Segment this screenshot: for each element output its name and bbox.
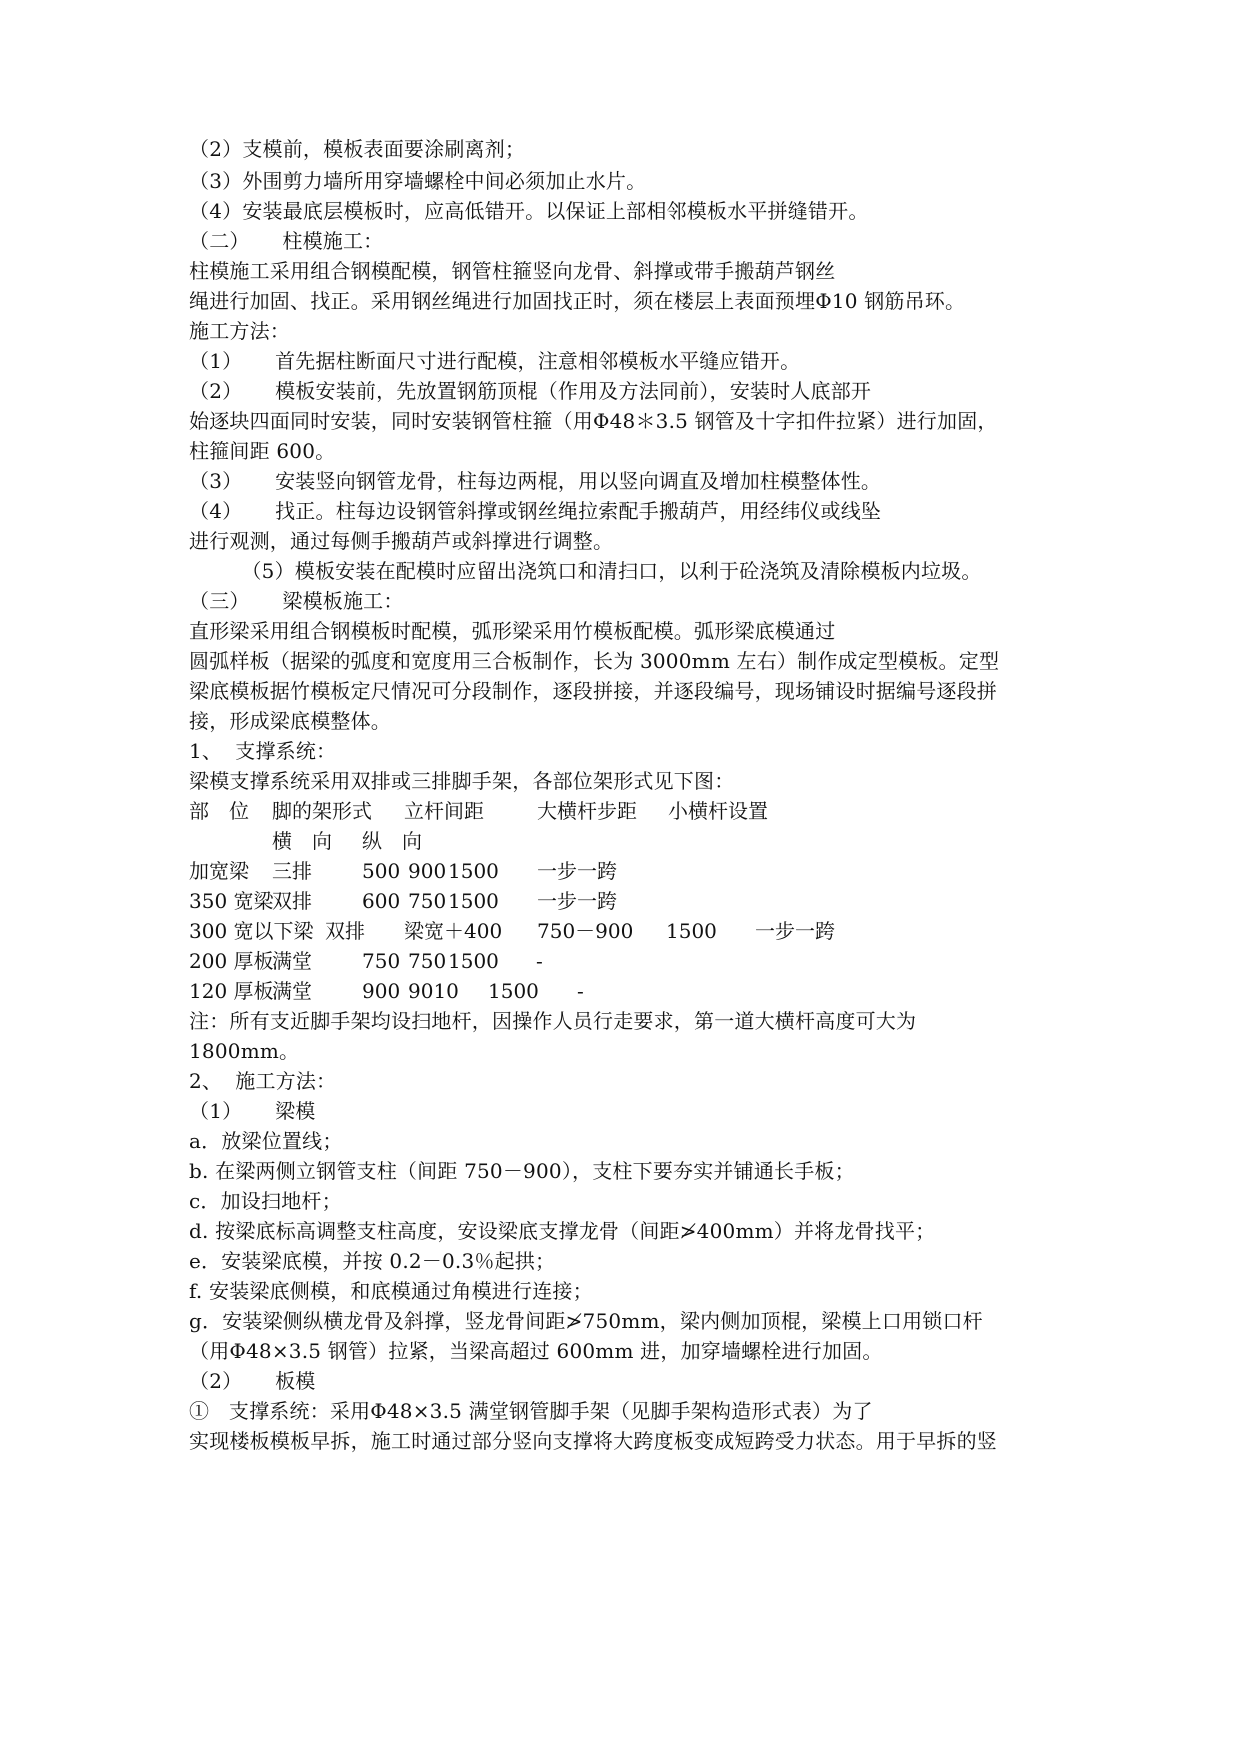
table-cell: - bbox=[536, 949, 543, 973]
table-cell: 双排 bbox=[272, 889, 312, 913]
text-line: （1） 首先据柱断面尺寸进行配模，注意相邻模板水平缝应错开。 bbox=[189, 349, 801, 373]
text-line: （3） 安装竖向钢管龙骨，柱每边两棍，用以竖向调直及增加柱模整体性。 bbox=[189, 469, 882, 493]
text-line: 绳进行加固、找正。采用钢丝绳进行加固找正时，须在楼层上表面预埋Φ10 钢筋吊环。 bbox=[189, 289, 966, 313]
table-cell: 350 宽梁 bbox=[189, 889, 274, 913]
text-line: ① 支撑系统：采用Φ48×3.5 满堂钢管脚手架（见脚手架构造形式表）为了 bbox=[189, 1399, 873, 1423]
table-cell: 750 bbox=[408, 889, 447, 913]
table-cell: 750－900 bbox=[537, 919, 634, 943]
table-cell: 600 bbox=[362, 889, 401, 913]
table-cell: 750 bbox=[362, 949, 401, 973]
section-heading: （二） 柱模施工： bbox=[189, 229, 384, 253]
table-cell: 1500 bbox=[448, 859, 499, 883]
table-header-cell: 立杆间距 bbox=[404, 799, 484, 823]
text-line: 梁模支撑系统采用双排或三排脚手架，各部位架形式见下图： bbox=[189, 769, 735, 793]
table-subheader-cell: 纵 向 bbox=[362, 829, 422, 853]
table-cell: 满堂 bbox=[272, 949, 312, 973]
text-line: 施工方法： bbox=[189, 319, 290, 343]
table-cell: 满堂 bbox=[272, 979, 312, 1003]
text-line: 梁底模板据竹模板定尺情况可分段制作，逐段拼接，并逐段编号，现场铺设时据编号逐段拼 bbox=[189, 679, 997, 703]
list-item: a．放梁位置线； bbox=[189, 1129, 343, 1153]
table-cell: 200 厚板 bbox=[189, 949, 274, 973]
text-line: 直形梁采用组合钢模板时配模，弧形梁采用竹模板配模。弧形梁底模通过 bbox=[189, 619, 836, 643]
text-line: 柱箍间距 600。 bbox=[189, 439, 336, 463]
text-line: 圆弧样板（据梁的弧度和宽度用三合板制作，长为 3000mm 左右）制作成定型模板。定型 bbox=[189, 649, 1000, 673]
table-header-cell: 脚的架形式 bbox=[272, 799, 372, 823]
text-line: 柱模施工采用组合钢模配模，钢管柱箍竖向龙骨、斜撑或带手搬葫芦钢丝 bbox=[189, 259, 836, 283]
table-cell: - bbox=[577, 979, 584, 1003]
text-line: 接，形成梁底模整体。 bbox=[189, 709, 391, 733]
text-line: （5）模板安装在配模时应留出浇筑口和清扫口，以利于砼浇筑及清除模板内垃圾。 bbox=[189, 559, 982, 583]
table-header-cell: 部 位 bbox=[189, 799, 249, 823]
table-cell: 梁宽＋400 bbox=[404, 919, 503, 943]
text-line: 实现楼板模板早拆，施工时通过部分竖向支撑将大跨度板变成短跨受力状态。用于早拆的竖 bbox=[189, 1429, 997, 1453]
table-cell: 一步一跨 bbox=[537, 859, 617, 883]
table-header-cell: 大横杆步距 bbox=[537, 799, 637, 823]
table-cell: 120 厚板 bbox=[189, 979, 274, 1003]
table-cell: 1500 bbox=[448, 889, 499, 913]
text-line: 进行观测，通过每侧手搬葫芦或斜撑进行调整。 bbox=[189, 529, 614, 553]
note-line: 注：所有支近脚手架均设扫地杆，因操作人员行走要求，第一道大横杆高度可大为 bbox=[189, 1009, 917, 1033]
text-line: （1） 梁模 bbox=[189, 1099, 316, 1123]
table-cell: 1500 bbox=[488, 979, 539, 1003]
text-line: （4） 找正。柱每边设钢管斜撑或钢丝绳拉索配手搬葫芦，用经纬仪或线坠 bbox=[189, 499, 882, 523]
list-item: c．加设扫地杆； bbox=[189, 1189, 342, 1213]
list-item: g．安装梁侧纵横龙骨及斜撑，竖龙骨间距≯750mm，梁内侧加顶棍，梁模上口用锁口杆 bbox=[189, 1309, 983, 1333]
table-cell: 一步一跨 bbox=[755, 919, 835, 943]
table-cell: 9010 bbox=[408, 979, 459, 1003]
text-line: （2） 模板安装前，先放置钢筋顶棍（作用及方法同前），安装时人底部开 bbox=[189, 379, 872, 403]
table-cell: 300 宽以下梁 bbox=[189, 919, 314, 943]
text-line: （4）安装最底层模板时，应高低错开。以保证上部相邻模板水平拼缝错开。 bbox=[189, 199, 869, 223]
table-subheader-cell: 横 向 bbox=[272, 829, 332, 853]
list-item: d. 按梁底标高调整支柱高度，安设梁底支撑龙骨（间距≯400mm）并将龙骨找平； bbox=[189, 1219, 936, 1243]
note-line: 1800mm。 bbox=[189, 1039, 300, 1063]
list-item: b. 在梁两侧立钢管支柱（间距 750－900），支柱下要夯实并铺通长手板； bbox=[189, 1159, 855, 1183]
table-cell: 双排 bbox=[325, 919, 365, 943]
table-cell: 500 bbox=[362, 859, 401, 883]
text-line: （2）支模前，模板表面要涂刷离剂； bbox=[189, 137, 526, 161]
table-cell: 750 bbox=[408, 949, 447, 973]
list-item: e．安装梁底模，并按 0.2－0.3％起拱； bbox=[189, 1249, 556, 1273]
table-cell: 900 bbox=[362, 979, 401, 1003]
table-header-cell: 小横杆设置 bbox=[668, 799, 768, 823]
text-line: 始逐块四面同时安装，同时安装钢管柱箍（用Φ48＊3.5 钢管及十字扣件拉紧）进行加固， bbox=[189, 409, 998, 433]
table-cell: 1500 bbox=[448, 949, 499, 973]
section-heading: 2、 施工方法： bbox=[189, 1069, 337, 1093]
table-cell: 加宽梁 bbox=[189, 859, 249, 883]
table-cell: 900 bbox=[408, 859, 447, 883]
table-cell: 一步一跨 bbox=[537, 889, 617, 913]
text-line: （3）外围剪力墙所用穿墙螺栓中间必须加止水片。 bbox=[189, 169, 647, 193]
table-cell: 三排 bbox=[272, 859, 312, 883]
list-item: （用Φ48×3.5 钢管）拉紧，当梁高超过 600mm 进，加穿墙螺栓进行加固。 bbox=[189, 1339, 883, 1363]
list-item: f. 安装梁底侧模，和底模通过角模进行连接； bbox=[189, 1279, 593, 1303]
table-cell: 1500 bbox=[666, 919, 717, 943]
section-heading: 1、 支撑系统： bbox=[189, 739, 337, 763]
text-line: （2） 板模 bbox=[189, 1369, 316, 1393]
section-heading: （三） 梁模板施工： bbox=[189, 589, 404, 613]
